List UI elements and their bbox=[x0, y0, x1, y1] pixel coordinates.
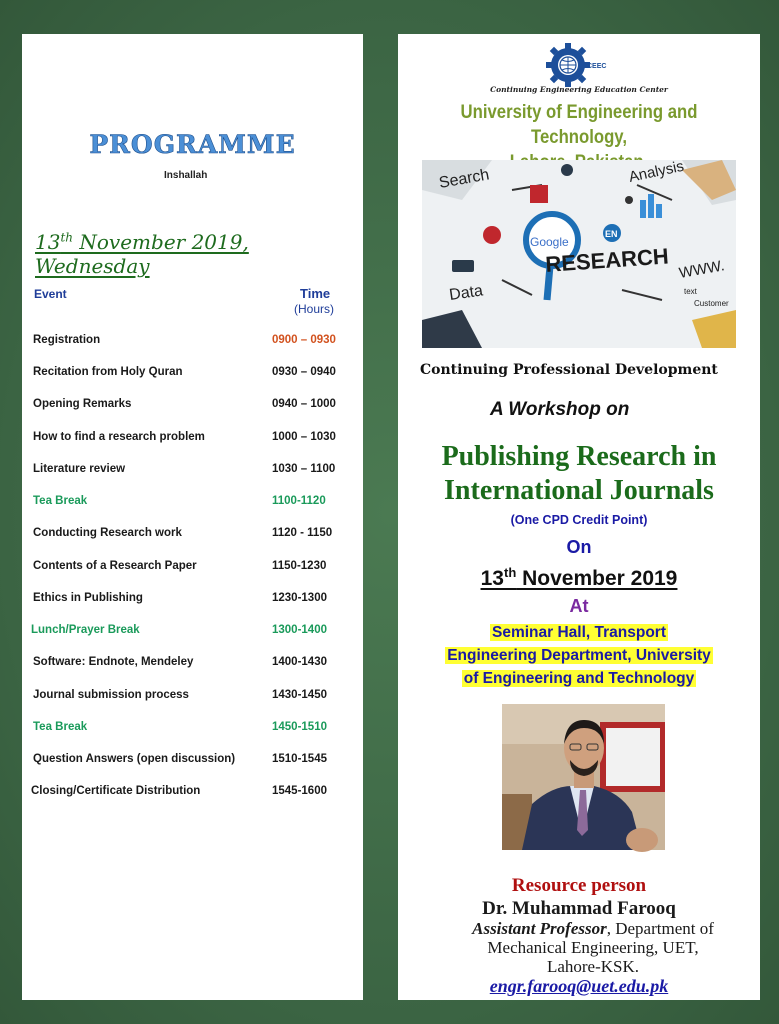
resource-person-label: Resource person bbox=[511, 875, 647, 896]
banner-word: RESEARCH bbox=[544, 243, 670, 277]
contact-email-link[interactable]: engr.farooq@uet.edu.pk bbox=[489, 976, 669, 996]
banner-word: Analysis bbox=[627, 157, 686, 186]
on-label: On bbox=[566, 537, 592, 557]
schedule-row: Question Answers (open discussion) 1510-1545 bbox=[33, 753, 327, 765]
schedule-row: Literature review 1030 – 1100 bbox=[33, 463, 336, 475]
schedule-row-break: Lunch/Prayer Break 1300-1400 bbox=[31, 624, 327, 636]
workshop-panel bbox=[398, 34, 760, 1000]
schedule-row-break: Tea Break 1100-1120 bbox=[33, 495, 326, 507]
schedule-row: Recitation from Holy Quran 0930 – 0940 bbox=[33, 366, 336, 378]
resource-person-name: Dr. Muhammad Farooq bbox=[482, 898, 676, 919]
banner-word: Customer bbox=[694, 299, 729, 308]
schedule-row: Registration 0900 – 0930 bbox=[33, 334, 336, 346]
at-label: At bbox=[569, 596, 589, 616]
cpd-heading: Continuing Professional Development bbox=[420, 362, 718, 378]
university-name: University of Engineering and Technology, bbox=[460, 102, 698, 148]
banner-word: Data bbox=[448, 282, 485, 304]
schedule-row-break: Tea Break 1450-1510 bbox=[33, 721, 327, 733]
banner-word: EN bbox=[605, 229, 618, 239]
banner-word: WWW. bbox=[677, 257, 726, 282]
schedule-row: Closing/Certificate Distribution 1545-1600 bbox=[31, 785, 327, 797]
banner-word: Search bbox=[437, 166, 491, 192]
schedule-row: Journal submission process 1430-1450 bbox=[33, 689, 327, 701]
programme-date: 13th November 2019, Wednesday bbox=[35, 230, 249, 278]
resource-person-description: Assistant Professor, Department of Mechanical Engineering, UET, Lahore-KSK. bbox=[472, 919, 714, 976]
workshop-title: Publishing Research in International Journals bbox=[441, 441, 717, 506]
speaker-photo bbox=[502, 704, 665, 850]
banner-word: text bbox=[684, 287, 697, 296]
credit-note: (One CPD Credit Point) bbox=[510, 513, 648, 527]
column-header-time: Time bbox=[300, 286, 331, 301]
banner-word: Google bbox=[530, 235, 569, 249]
center-name: Continuing Engineering Education Center bbox=[490, 85, 668, 94]
venue: Seminar Hall, Transport Engineering Department, University of Engineering and Technology bbox=[447, 624, 711, 687]
workshop-intro: A Workshop on bbox=[490, 399, 630, 420]
schedule-row: Software: Endnote, Mendeley 1400-1430 bbox=[33, 656, 327, 668]
programme-title: PROGRAMME bbox=[89, 130, 296, 159]
column-header-event: Event bbox=[34, 287, 67, 301]
schedule-row: Contents of a Research Paper 1150-1230 bbox=[33, 560, 327, 572]
column-header-hours: (Hours) bbox=[294, 302, 335, 316]
programme-panel bbox=[22, 34, 363, 1000]
workshop-date: 13th November 2019 bbox=[480, 565, 678, 590]
schedule-row: How to find a research problem 1000 – 1030 bbox=[33, 431, 336, 443]
programme-subtitle: Inshallah bbox=[164, 170, 208, 181]
ceec-gear-logo bbox=[546, 40, 607, 90]
schedule-row: Ethics in Publishing 1230-1300 bbox=[33, 592, 327, 604]
logo-text: CEEC bbox=[587, 63, 607, 70]
research-banner-image bbox=[422, 157, 736, 348]
schedule-row: Opening Remarks 0940 – 1000 bbox=[33, 398, 336, 410]
schedule-row: Conducting Research work 1120 - 1150 bbox=[33, 527, 333, 539]
